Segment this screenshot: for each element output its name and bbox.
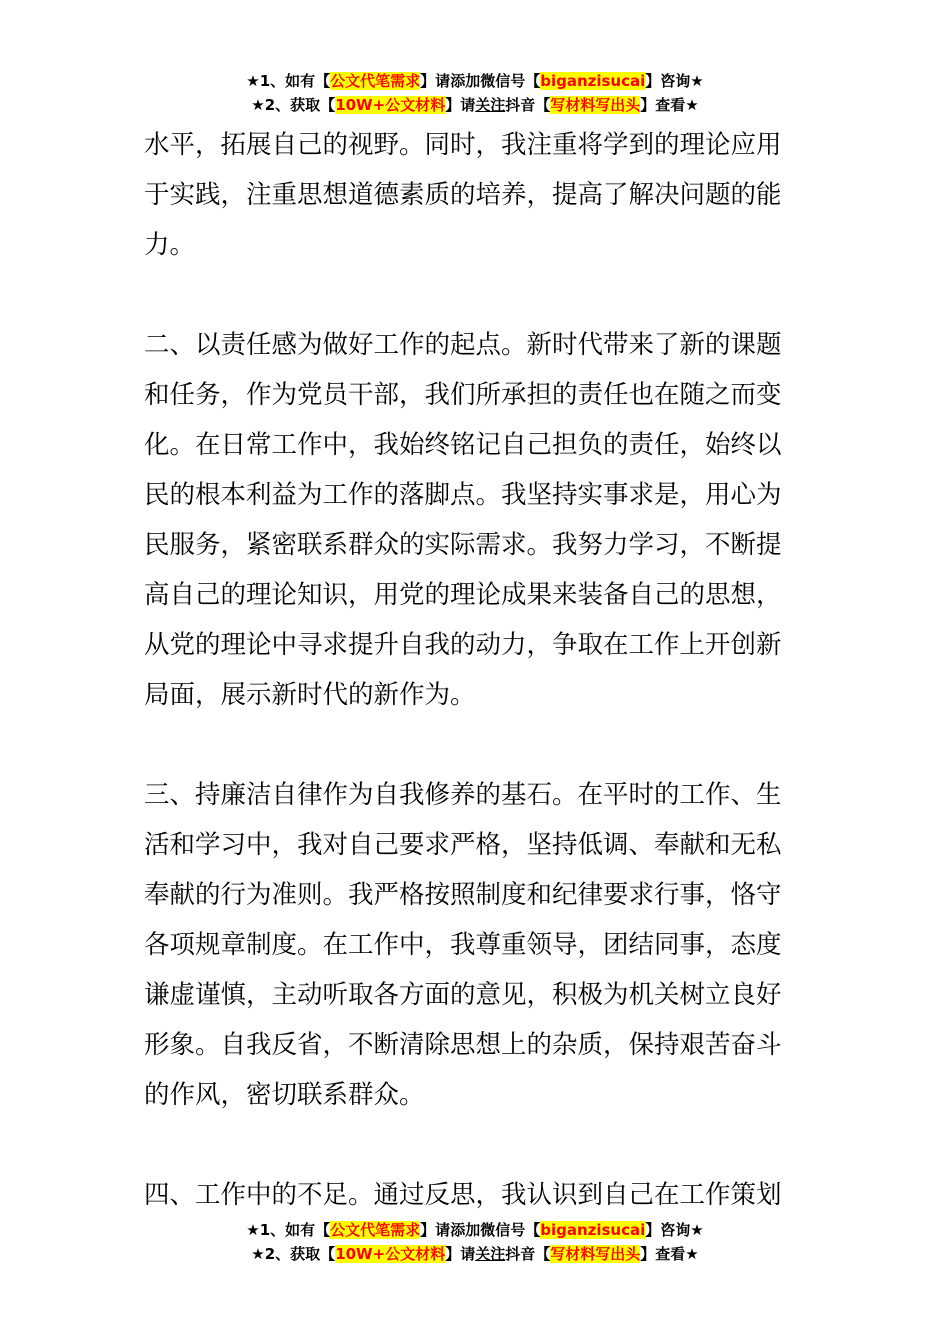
text-line: 化。在日常工作中，我始终铭记自己担负的责任，始终以: [144, 430, 782, 460]
text-line: 谦虚谨慎，主动听取各方面的意见，积极为机关树立良好: [144, 980, 782, 1010]
banner-text: ★1、如有【: [246, 72, 331, 90]
footer-banner: [0, 1218, 950, 1266]
text-line: 局面，展示新时代的新作为。: [144, 680, 476, 710]
banner-line-2: [0, 93, 950, 117]
banner-text: 微信号【: [480, 1221, 541, 1239]
banner-text: ★1、如有【: [246, 1221, 331, 1239]
banner-highlight: 公文代笔需求: [330, 1221, 421, 1239]
banner-line-1: [0, 69, 950, 93]
douyin-id-highlight: 写材料写出头: [550, 1245, 641, 1263]
text-line: 四、工作中的不足。通过反思，我认识到自己在工作策划: [144, 1180, 782, 1210]
text-line: 形象。自我反省，不断清除思想上的杂质，保持艰苦奋斗: [144, 1030, 782, 1060]
banner-text: 】咨询★: [645, 1221, 704, 1239]
text-line: 活和学习中，我对自己要求严格，坚持低调、奉献和无私: [144, 830, 782, 860]
banner-text: 微信号【: [480, 72, 541, 90]
text-line: 民服务，紧密联系群众的实际需求。我努力学习，不断提: [144, 530, 782, 560]
text-line: 于实践，注重思想道德素质的培养，提高了解决问题的能: [144, 180, 782, 210]
banner-text: 添加: [450, 1221, 481, 1239]
banner-text: 】咨询★: [645, 72, 704, 90]
banner-text: ★2、获取【: [251, 1245, 336, 1263]
paragraph-1: [144, 120, 808, 270]
text-line: 民的根本利益为工作的落脚点。我坚持实事求是，用心为: [144, 480, 782, 510]
document-body: [144, 120, 808, 1220]
banner-text: 抖音【: [505, 1245, 551, 1263]
banner-line-2: [0, 1242, 950, 1266]
banner-highlight: 公文代笔需求: [330, 72, 421, 90]
banner-text: 关注: [475, 96, 506, 114]
banner-text: 】请: [445, 96, 476, 114]
banner-text: 抖音【: [505, 96, 551, 114]
text-line: 各项规章制度。在工作中，我尊重领导，团结同事，态度: [144, 930, 782, 960]
paragraph-gap: [144, 270, 808, 320]
banner-text: ★2、获取【: [251, 96, 336, 114]
text-line: 和任务，作为党员干部，我们所承担的责任也在随之而变: [144, 380, 782, 410]
banner-text: 】请: [445, 1245, 476, 1263]
wechat-id-highlight: biganzisucai: [540, 72, 646, 90]
banner-text: 】查看★: [640, 96, 699, 114]
header-banner: [0, 69, 950, 117]
banner-line-1: [0, 1218, 950, 1242]
text-line: 奉献的行为准则。我严格按照制度和纪律要求行事，恪守: [144, 880, 782, 910]
paragraph-2: [144, 320, 808, 720]
banner-text: 关注: [475, 1245, 506, 1263]
douyin-id-highlight: 写材料写出头: [550, 96, 641, 114]
paragraph-4: [144, 1170, 808, 1220]
text-line: 的作风，密切联系群众。: [144, 1080, 425, 1110]
banner-text: 添加: [450, 72, 481, 90]
banner-highlight: 10W+公文材料: [335, 96, 446, 114]
text-line: 二、以责任感为做好工作的起点。新时代带来了新的课题: [144, 330, 782, 360]
banner-text: 】请: [420, 1221, 451, 1239]
banner-text: 】查看★: [640, 1245, 699, 1263]
text-line: 高自己的理论知识，用党的理论成果来装备自己的思想，: [144, 580, 782, 610]
text-line: 水平，拓展自己的视野。同时，我注重将学到的理论应用: [144, 130, 782, 160]
banner-highlight: 10W+公文材料: [335, 1245, 446, 1263]
paragraph-gap: [144, 720, 808, 770]
wechat-id-highlight: biganzisucai: [540, 1221, 646, 1239]
text-line: 三、持廉洁自律作为自我修养的基石。在平时的工作、生: [144, 780, 782, 810]
text-line: 力。: [144, 230, 196, 260]
paragraph-gap: [144, 1120, 808, 1170]
paragraph-3: [144, 770, 808, 1120]
banner-text: 】请: [420, 72, 451, 90]
text-line: 从党的理论中寻求提升自我的动力，争取在工作上开创新: [144, 630, 782, 660]
